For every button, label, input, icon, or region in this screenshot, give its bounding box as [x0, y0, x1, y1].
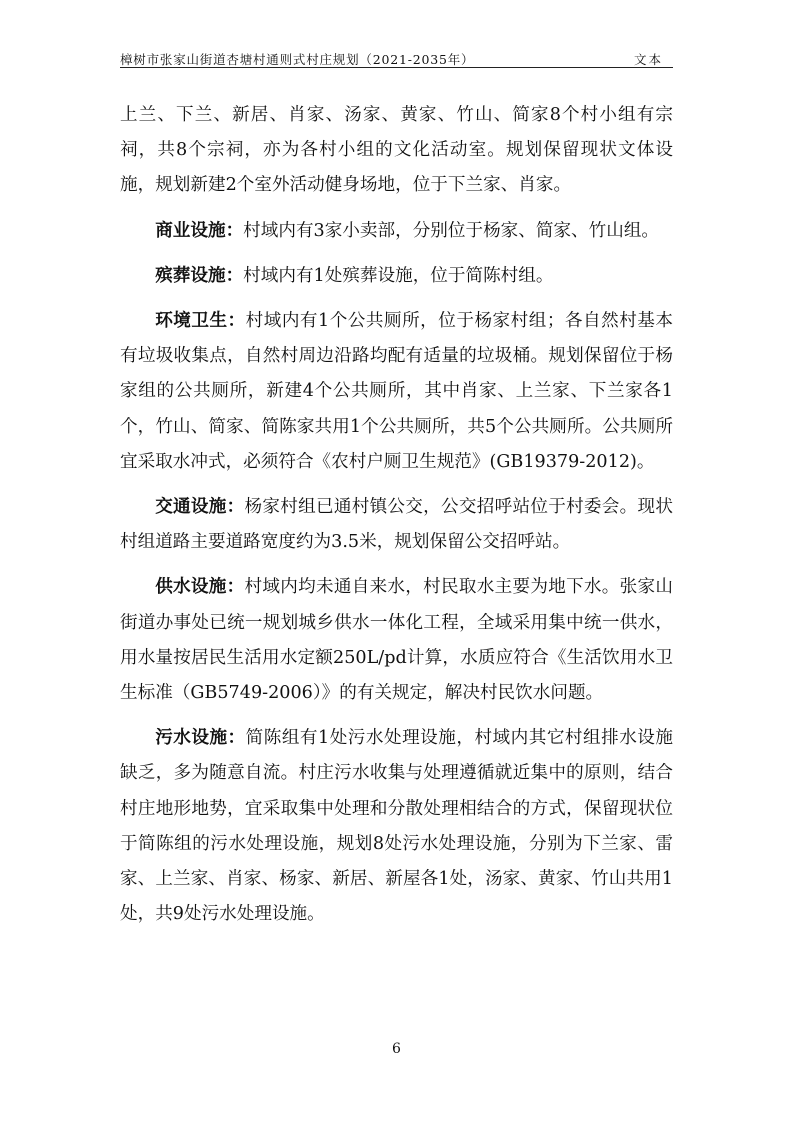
paragraph-heading: 商业设施：	[155, 219, 244, 241]
page-number: 6	[392, 1041, 401, 1057]
paragraph-text: 简陈组有1处污水处理设施，村域内其它村组排水设施缺乏，多为随意自流。村庄污水收集与处理遵循就近集中的原则，结合村庄地形地势，宜采取集中处理和分散处理相结合的方式，保留现状位于简陈组的污水处理设施，规划8处污水处理设施，分别为下兰家、雷家、上兰家、肖家、杨家、新居、新屋各1处，汤家、黄家、竹山共用1处，共9处污水处理设施。	[120, 728, 673, 925]
paragraph-text: 杨家村组已通村镇公交，公交招呼站位于村委会。现状村组道路主要道路宽度约为3.5米，规划保留公交招呼站。	[120, 497, 673, 553]
paragraph-text: 村域内有1处殡葬设施，位于简陈村组。	[243, 265, 554, 286]
paragraph-sewage-facilities	[120, 720, 673, 932]
paragraph-sanitation	[120, 303, 673, 480]
paragraph-text: 上兰、下兰、新居、肖家、汤家、黄家、竹山、简家8个村小组有宗祠，共8个宗祠，亦为各村小组的文化活动室。规划保留现状文体设施，规划新建2个室外活动健身场地，位于下兰家、肖家。	[120, 105, 673, 196]
paragraph-heading: 供水设施：	[155, 576, 245, 598]
paragraph-text: 村域内有3家小卖部，分别位于杨家、简家、竹山组。	[243, 220, 660, 241]
paragraph-heading: 殡葬设施：	[155, 264, 244, 286]
paragraph-text: 村域内均未通自来水，村民取水主要为地下水。张家山街道办事处已统一规划城乡供水一体化工程，全域采用集中统一供水，用水量按居民生活用水定额250L/pd计算，水质应符合《生活饮用水卫生标准（GB5749-2006）》的有关规定，解决村民饮水问题。	[120, 577, 673, 704]
paragraph-water-supply	[120, 569, 673, 711]
document-type-label: 文本	[633, 52, 663, 67]
paragraph-heading: 污水设施：	[155, 727, 246, 749]
paragraph-heading: 交通设施：	[155, 496, 245, 518]
page-header	[120, 44, 673, 66]
document-title: 樟树市张家山街道杏塘村通则式村庄规划（2021-2035年）	[120, 52, 475, 67]
paragraph-heading: 环境卫生：	[155, 310, 246, 332]
paragraph-funeral-facilities	[120, 258, 673, 294]
paragraph-ancestral-halls	[120, 98, 673, 204]
paragraph-commercial-facilities	[120, 213, 673, 249]
paragraph-transport-facilities	[120, 489, 673, 560]
header-divider	[120, 67, 673, 68]
paragraph-text: 村域内有1个公共厕所，位于杨家村组；各自然村基本有垃圾收集点，自然村周边沿路均配有适量的垃圾桶。规划保留位于杨家组的公共厕所，新建4个公共厕所，其中肖家、上兰家、下兰家各1个，竹山、简家、简陈家共用1个公共厕所，共5个公共厕所。公共厕所宜采取水冲式，必须符合《农村户厕卫生规范》(GB19379-2012)。	[120, 311, 673, 472]
body-text	[120, 98, 673, 932]
